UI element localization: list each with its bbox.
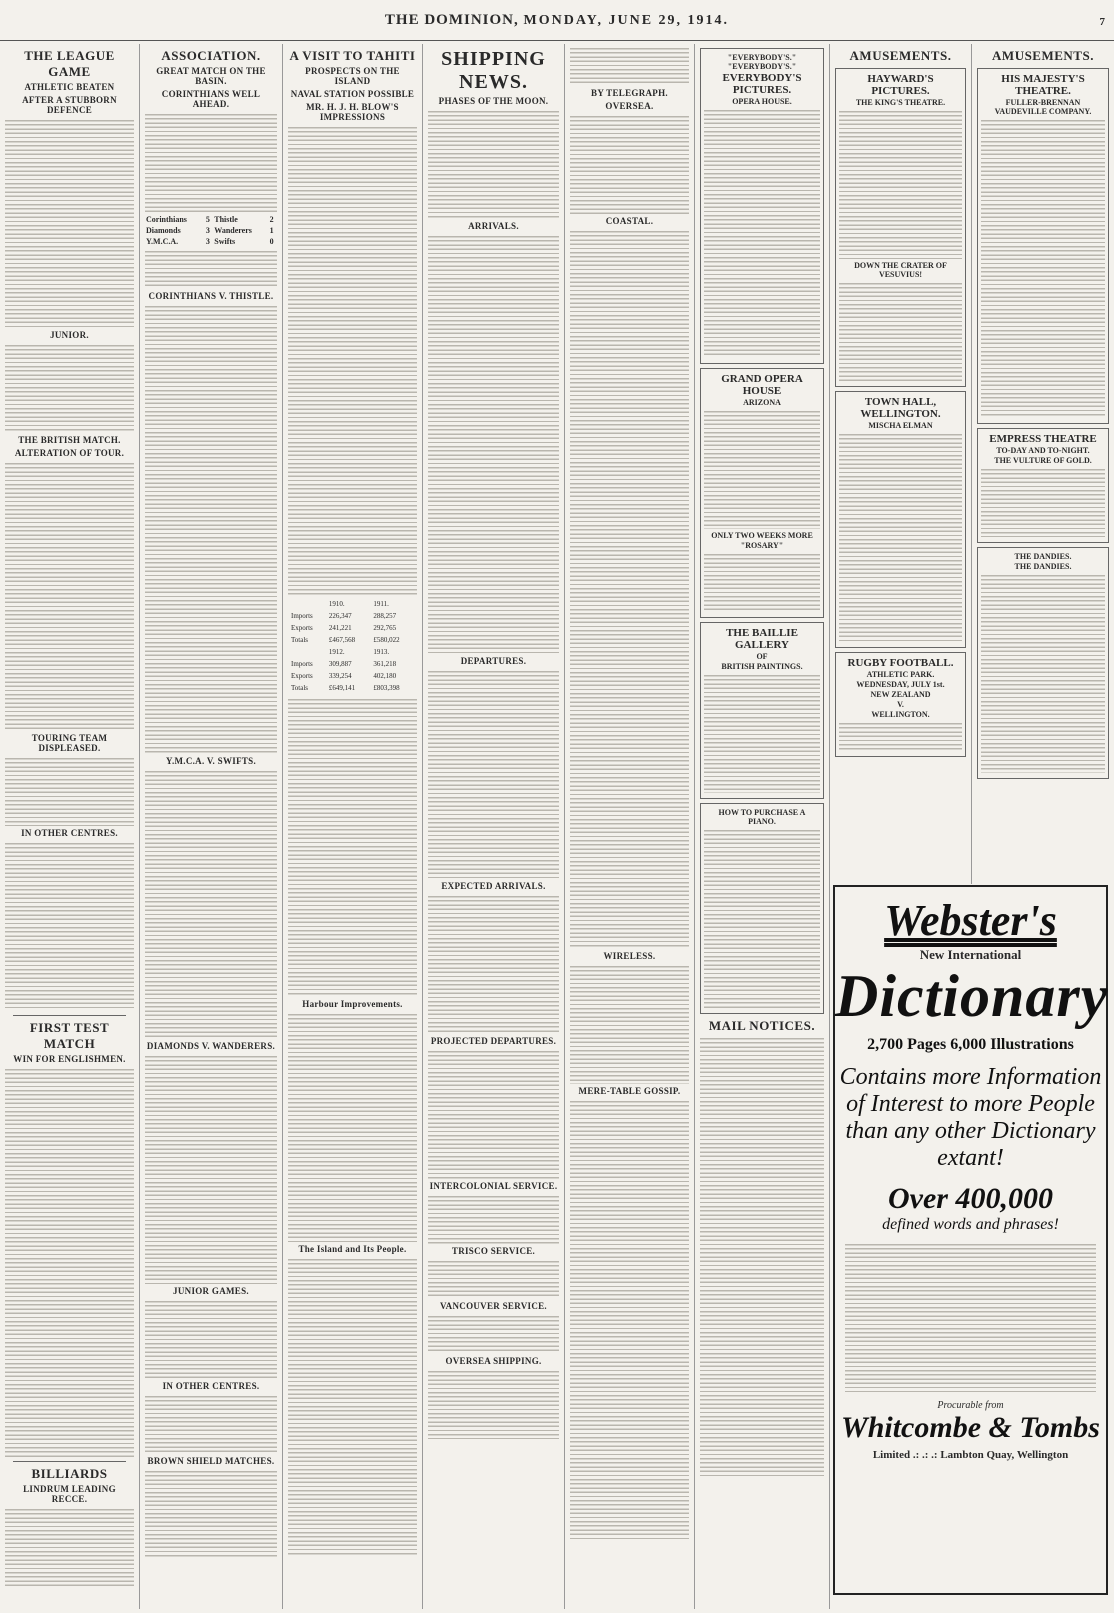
value-cell: £467,568	[328, 636, 356, 644]
ad-line: TO-DAY AND TO-NIGHT.	[996, 446, 1090, 455]
table-row: Imports 226,347 288,257	[290, 611, 415, 621]
websters-dictionary-ad	[833, 885, 1108, 1595]
opponent-cell: Thistle	[214, 215, 238, 224]
town-hall-ad	[835, 391, 966, 648]
article-text	[5, 343, 134, 433]
score-cell: 2	[269, 215, 274, 224]
shipping-text	[428, 1369, 559, 1439]
ad-line: OF	[756, 652, 768, 661]
article-text	[145, 304, 277, 754]
team-cell: Y.M.C.A.	[146, 237, 179, 246]
shipping-text	[570, 46, 689, 86]
piano-ad	[700, 803, 824, 1014]
score-cell: 0	[269, 237, 274, 246]
shipping-text	[428, 1194, 559, 1244]
column-association	[140, 44, 283, 1609]
masthead-dateline: MONDAY, JUNE 29, 1914.	[523, 13, 730, 28]
score-cell: 3	[205, 226, 210, 235]
harbour-subhead: Harbour Improvements.	[302, 999, 403, 1009]
tahiti-heading: A VISIT TO TAHITI	[289, 48, 416, 63]
intercolonial-subhead: INTERCOLONIAL SERVICE.	[429, 1181, 558, 1191]
haywards-ad	[835, 68, 966, 387]
junior-games-subhead: JUNIOR GAMES.	[173, 1286, 249, 1296]
article-text	[145, 112, 277, 212]
shipping-heading: SHIPPING NEWS.	[441, 48, 546, 93]
ad-line: TOWN HALL, WELLINGTON.	[860, 396, 941, 420]
league-game-heading: THE LEAGUE GAME	[24, 48, 115, 79]
table-row	[145, 214, 277, 225]
billiards-heading: BILLIARDS	[31, 1466, 108, 1481]
table-row: Exports 339,254 402,180	[290, 671, 415, 681]
ad-text	[981, 573, 1105, 773]
ad-text	[839, 432, 962, 642]
arrivals-subhead: ARRIVALS.	[468, 221, 519, 231]
ad-text	[704, 673, 820, 793]
ad-line: "EVERYBODY'S." "EVERYBODY'S."	[727, 53, 797, 71]
year-cell: 1910.	[328, 600, 345, 608]
oversea-subhead: OVERSEA.	[605, 101, 654, 111]
article-text	[145, 769, 277, 1039]
masthead	[0, 0, 1114, 41]
shipping-text	[428, 894, 559, 1034]
score-cell: 1	[269, 226, 274, 235]
article-text	[5, 756, 134, 826]
shipping-text	[428, 1049, 559, 1179]
firm-name: Whitcombe & Tombs	[841, 1411, 1100, 1444]
value-cell: 292,765	[373, 624, 397, 632]
table-row: Imports 309,887 361,218	[290, 659, 415, 669]
column-amusements-1	[830, 44, 972, 884]
gossip-subhead: MERE-TABLE GOSSIP.	[578, 1086, 681, 1096]
value-cell: 226,347	[328, 612, 352, 620]
first-test-heading: FIRST TEST MATCH	[29, 1020, 110, 1051]
ad-text	[839, 109, 962, 259]
corinthians-ahead-subhead: CORINTHIANS WELL AHEAD.	[161, 89, 261, 109]
divider	[13, 1015, 126, 1016]
value-cell: £580,022	[373, 636, 400, 644]
table-row	[290, 599, 415, 609]
ad-line: WEDNESDAY, JULY 1st.	[856, 680, 945, 689]
opponent-cell: Swifts	[214, 237, 236, 246]
ad-line: THE VULTURE OF GOLD.	[994, 456, 1092, 465]
value-cell: 402,180	[373, 672, 397, 680]
ad-text	[981, 118, 1105, 418]
corinthians-thistle-subhead: CORINTHIANS V. THISTLE.	[148, 291, 274, 301]
ymca-swifts-subhead: Y.M.C.A. V. SWIFTS.	[165, 756, 257, 766]
procurable-label: Procurable from	[937, 1400, 1004, 1411]
shipping-text	[428, 234, 559, 654]
ad-line: HIS MAJESTY'S THEATRE.	[1001, 73, 1085, 97]
article-text	[145, 249, 277, 289]
association-heading: ASSOCIATION.	[161, 48, 261, 63]
article-text	[145, 1469, 277, 1559]
score-cell: 5	[205, 215, 210, 224]
year-cell: 1912.	[328, 648, 345, 656]
column-tahiti	[283, 44, 423, 1609]
table-row: Totals £649,141 £803,398	[290, 683, 415, 693]
article-text	[5, 118, 134, 328]
amusements-heading: AMUSEMENTS.	[992, 48, 1094, 63]
column-amusements-2	[972, 44, 1114, 884]
shipping-text	[428, 669, 559, 879]
ad-line: THE BAILLIE GALLERY	[726, 627, 798, 651]
new-international-label: New International	[919, 947, 1022, 962]
value-cell: 361,218	[373, 660, 397, 668]
ad-line: EVERYBODY'S PICTURES.	[722, 72, 802, 96]
ad-line: ARIZONA	[743, 398, 781, 407]
article-text	[5, 1507, 134, 1587]
mail-text	[700, 1036, 824, 1476]
rugby-ad	[835, 652, 966, 757]
ad-line: FULLER-BRENNAN VAUDEVILLE COMPANY.	[994, 98, 1092, 116]
table-row: Exports 241,221 292,765	[290, 623, 415, 633]
article-text	[145, 1394, 277, 1454]
article-text	[288, 1257, 417, 1557]
alteration-subhead: ALTERATION OF TOUR.	[14, 448, 125, 458]
value-cell: 288,257	[373, 612, 397, 620]
table-row	[145, 236, 277, 247]
contains-text: Contains more Information of Interest to more People than any other Dictionary extant!	[839, 1064, 1102, 1171]
page-number: 7	[1099, 16, 1106, 28]
article-text	[288, 697, 417, 997]
value-cell: 339,254	[328, 672, 352, 680]
other-centres-subhead: IN OTHER CENTRES.	[162, 1381, 260, 1391]
win-subhead: WIN FOR ENGLISHMEN.	[13, 1054, 126, 1064]
shipping-text	[570, 1099, 689, 1539]
ad-line: "ROSARY"	[740, 541, 784, 550]
article-text	[145, 1054, 277, 1284]
ad-text	[839, 721, 962, 751]
ad-line: BRITISH PAINTINGS.	[721, 662, 803, 671]
lindrum-subhead: LINDRUM LEADING RECCE.	[23, 1484, 116, 1504]
ad-line: GRAND OPERA HOUSE	[721, 373, 803, 397]
year-cell: 1913.	[373, 648, 390, 656]
empress-ad	[977, 428, 1109, 543]
moon-subhead: PHASES OF THE MOON.	[438, 96, 549, 106]
ad-line: HAYWARD'S PICTURES.	[867, 73, 934, 97]
year-cell: 1911.	[373, 600, 389, 608]
value-cell: 241,221	[328, 624, 352, 632]
ad-line: HOW TO PURCHASE A PIANO.	[718, 808, 806, 826]
column-shipping	[423, 44, 565, 1609]
masthead-title: THE DOMINION,	[384, 12, 519, 28]
value-cell: 309,887	[328, 660, 352, 668]
table-row	[290, 647, 415, 657]
trisco-subhead: TRISCO SERVICE.	[451, 1246, 536, 1256]
telegraph-subhead: BY TELEGRAPH.	[591, 88, 668, 98]
opera-house-ad	[700, 368, 824, 618]
shipping-text	[570, 229, 689, 949]
article-text	[288, 1012, 417, 1242]
british-match-subhead: THE BRITISH MATCH.	[18, 435, 121, 445]
shipping-text	[428, 1259, 559, 1299]
junior-subhead: JUNIOR.	[50, 330, 89, 340]
defined-words: defined words and phrases!	[882, 1216, 1059, 1233]
opponent-cell: Wanderers	[214, 226, 252, 235]
amusements-heading: AMUSEMENTS.	[849, 48, 952, 63]
shipping-text	[570, 114, 689, 214]
ad-line: EMPRESS THEATRE	[989, 433, 1097, 445]
ad-line: THE DANDIES.	[1014, 562, 1072, 571]
his-majestys-ad	[977, 68, 1109, 424]
dandies-ad	[977, 547, 1109, 779]
ad-text	[839, 281, 962, 381]
value-cell: £649,141	[328, 684, 356, 692]
athletic-beaten-subhead: ATHLETIC BEATEN	[24, 82, 115, 92]
divider	[13, 1461, 126, 1462]
other-centres-subhead: IN OTHER CENTRES.	[21, 828, 118, 838]
team-cell: Diamonds	[146, 226, 181, 235]
ad-line: WELLINGTON.	[871, 710, 930, 719]
ad-line: NEW ZEALAND	[870, 690, 931, 699]
projected-departures-subhead: PROJECTED DEPARTURES.	[430, 1036, 557, 1046]
coastal-subhead: COASTAL.	[605, 216, 654, 226]
ad-line: RUGBY FOOTBALL.	[847, 657, 954, 669]
shipping-text	[428, 109, 559, 219]
expected-arrivals-subhead: EXPECTED ARRIVALS.	[441, 881, 546, 891]
value-cell: £803,398	[373, 684, 400, 692]
article-text	[145, 1299, 277, 1379]
firm-address: Limited .: .: .: Lambton Quay, Wellington	[872, 1449, 1069, 1461]
everybodys-ad	[700, 48, 824, 364]
article-text	[5, 461, 134, 731]
score-cell: 3	[205, 237, 210, 246]
article-text	[5, 841, 134, 1011]
ad-text	[704, 828, 820, 1008]
ad-text	[704, 108, 820, 358]
mail-notices-heading: MAIL NOTICES.	[708, 1018, 816, 1033]
column-league-game	[0, 44, 140, 1609]
ad-line: ATHLETIC PARK.	[866, 670, 935, 679]
results-table	[145, 214, 277, 247]
trade-table	[288, 597, 417, 695]
websters-brand: Webster's	[884, 896, 1057, 945]
basin-subhead: GREAT MATCH ON THE BASIN.	[156, 66, 266, 86]
ad-line: MISCHA ELMAN	[868, 421, 933, 430]
team-cell: Corinthians	[146, 215, 187, 224]
table-row	[145, 225, 277, 236]
baillie-gallery-ad	[700, 622, 824, 799]
column-advertisements	[695, 44, 830, 1609]
table-row: Totals £467,568 £580,022	[290, 635, 415, 645]
stubborn-defence-subhead: AFTER A STUBBORN DEFENCE	[22, 95, 117, 115]
ad-line: THE DANDIES.	[1014, 552, 1072, 561]
diamonds-wanderers-subhead: DIAMONDS V. WANDERERS.	[146, 1041, 276, 1051]
article-text	[288, 125, 417, 595]
ad-text	[704, 409, 820, 529]
shipping-text	[428, 1314, 559, 1354]
ad-line: THE KING'S THEATRE.	[855, 98, 946, 107]
naval-station-subhead: NAVAL STATION POSSIBLE	[290, 89, 415, 99]
brown-shield-subhead: BROWN SHIELD MATCHES.	[147, 1456, 275, 1466]
ad-text	[704, 552, 820, 612]
ad-line: DOWN THE CRATER OF VESUVIUS!	[854, 261, 947, 279]
touring-team-subhead: TOURING TEAM DISPLEASED.	[31, 733, 108, 753]
impressions-subhead: MR. H. J. H. BLOW'S IMPRESSIONS	[306, 102, 399, 122]
ad-line: OPERA HOUSE.	[732, 97, 792, 106]
ad-line: ONLY TWO WEEKS MORE	[711, 531, 813, 540]
shipping-text	[570, 964, 689, 1084]
ad-line: V.	[897, 700, 904, 709]
wireless-subhead: WIRELESS.	[603, 951, 656, 961]
dictionary-word: Dictionary	[835, 963, 1109, 1029]
prospects-subhead: PROSPECTS ON THE ISLAND	[305, 66, 400, 86]
article-text	[5, 1067, 134, 1457]
over-count: Over 400,000	[888, 1182, 1053, 1215]
departures-subhead: DEPARTURES.	[460, 656, 527, 666]
pages-count: 2,700 Pages 6,000 Illustrations	[867, 1036, 1074, 1053]
ad-text	[981, 467, 1105, 537]
oversea-shipping-subhead: OVERSEA SHIPPING.	[445, 1356, 542, 1366]
ad-copy	[845, 1242, 1096, 1392]
vancouver-subhead: VANCOUVER SERVICE.	[440, 1301, 547, 1311]
column-shipping-cont	[565, 44, 695, 1609]
island-people-subhead: The Island and Its People.	[298, 1244, 407, 1254]
